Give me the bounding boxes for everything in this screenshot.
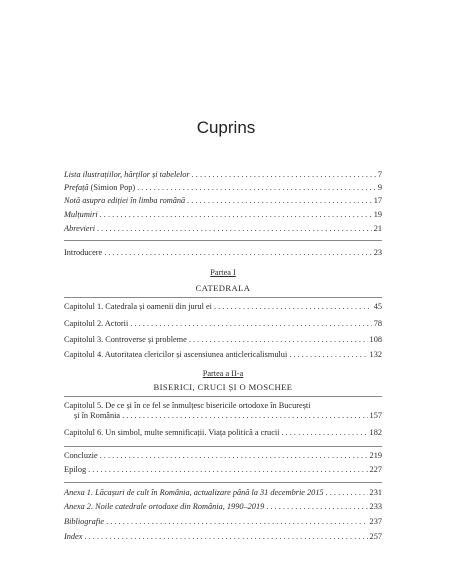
toc-entry-label: Index — [64, 532, 83, 541]
dot-leader — [187, 196, 372, 206]
dot-leader — [100, 210, 372, 220]
toc-page-number: 7 — [377, 170, 382, 179]
part-1-label: Partea I — [210, 268, 236, 277]
toc-entry-label: Bibliografie — [64, 517, 105, 526]
dot-leader — [266, 502, 367, 512]
toc-entry-preface[interactable] — [64, 183, 382, 193]
toc-page-number: 233 — [369, 502, 382, 511]
part-2-label: Partea a II-a — [202, 369, 244, 378]
toc-entry-label: Notă asupra ediției în limba română — [64, 196, 186, 205]
toc-entry-illustrations[interactable] — [64, 170, 382, 180]
toc-page-number: 227 — [369, 465, 382, 474]
part-1-title: CATEDRALA — [195, 283, 251, 293]
toc-entry-epilogue[interactable] — [64, 465, 382, 475]
toc-page-number: 132 — [369, 350, 382, 359]
toc-page-number: 231 — [369, 488, 382, 497]
toc-entry-label-continued: și în România — [74, 411, 121, 420]
toc-page-number: 157 — [369, 411, 382, 420]
dot-leader — [106, 517, 367, 527]
toc-entry-label: Capitolul 4. Autoritatea clericilor și ascensiunea anticlericalismului — [64, 350, 288, 359]
toc-entry-label: Anexa 1. Lăcașuri de cult în România, actualizare până la 31 decembrie 2015 — [64, 488, 324, 497]
toc-entry-appendix-2[interactable] — [64, 502, 382, 512]
dot-leader — [130, 319, 371, 329]
toc-entry-introduction[interactable] — [64, 248, 382, 258]
toc-entry-label: Anexa 2. Noile catedrale ortodoxe din România, 1990–2019 — [64, 502, 265, 511]
toc-entry-label: Capitolul 1. Catedrala și oamenii din jurul ei — [64, 302, 212, 311]
dot-leader — [289, 350, 367, 360]
page-title: Cuprins — [196, 118, 256, 137]
toc-page-number: 45 — [373, 302, 382, 311]
toc-page-number: 182 — [369, 428, 382, 437]
part-2-title: BISERICI, CRUCI ȘI O MOSCHEE — [153, 382, 293, 392]
dot-leader — [97, 224, 372, 234]
dot-leader — [192, 170, 376, 180]
toc-page-number: 21 — [373, 224, 382, 233]
toc-page-number: 23 — [373, 248, 382, 257]
toc-page-number: 17 — [373, 196, 382, 205]
toc-entry-chapter-6[interactable] — [64, 428, 382, 438]
toc-page-number: 78 — [373, 319, 382, 328]
toc-page-number: 9 — [377, 183, 382, 192]
table-of-contents — [64, 0, 382, 584]
toc-entry-translation-note[interactable] — [64, 196, 382, 206]
toc-entry-acknowledgements[interactable] — [64, 210, 382, 220]
dot-leader — [281, 428, 367, 438]
dot-leader — [84, 532, 367, 542]
dot-leader — [100, 451, 368, 461]
toc-entry-label: Mulțumiri — [64, 210, 98, 219]
toc-entry-label: Capitolul 6. Un simbol, multe semnificații. Viața politică a crucii — [64, 428, 280, 437]
toc-entry-bibliography[interactable] — [64, 517, 382, 527]
toc-entry-label: Concluzie — [64, 451, 98, 460]
toc-entry-chapter-3[interactable] — [64, 335, 382, 345]
divider — [64, 396, 382, 397]
toc-entry-chapter-1[interactable] — [64, 302, 382, 312]
toc-page-number: 257 — [369, 532, 382, 541]
dot-leader — [326, 488, 368, 498]
toc-entry-chapter-2[interactable] — [64, 319, 382, 329]
toc-entry-label: Prefață (Simion Pop) — [64, 183, 136, 192]
toc-entry-chapter-4[interactable] — [64, 350, 382, 360]
divider — [64, 482, 382, 483]
toc-entry-abbreviations[interactable] — [64, 224, 382, 234]
divider — [64, 446, 382, 447]
toc-entry-label: Capitolul 3. Controverse și probleme — [64, 335, 187, 344]
dot-leader — [88, 465, 367, 475]
divider — [64, 240, 382, 241]
dot-leader — [214, 302, 372, 312]
toc-entry-chapter-5[interactable] — [64, 401, 382, 421]
dot-leader — [122, 411, 367, 421]
toc-entry-label: Introducere — [64, 248, 103, 257]
toc-entry-label: Lista ilustrațiilor, hărților și tabelelor — [64, 170, 190, 179]
toc-page-number: 108 — [369, 335, 382, 344]
divider — [64, 297, 382, 298]
toc-entry-label: Abrevieri — [64, 224, 96, 233]
dot-leader — [104, 248, 371, 258]
toc-page-number: 237 — [369, 517, 382, 526]
toc-entry-index[interactable] — [64, 532, 382, 542]
toc-entry-label: Capitolul 2. Actorii — [64, 319, 129, 328]
toc-entry-label: Capitolul 5. De ce și în ce fel se înmulțesc bisericile ortodoxe în București — [64, 401, 311, 410]
dot-leader — [137, 183, 376, 193]
toc-page-number: 19 — [373, 210, 382, 219]
toc-entry-appendix-1[interactable] — [64, 488, 382, 498]
dot-leader — [189, 335, 368, 345]
toc-page-number: 219 — [369, 451, 382, 460]
toc-entry-conclusion[interactable] — [64, 451, 382, 461]
toc-entry-label: Epilog — [64, 465, 87, 474]
